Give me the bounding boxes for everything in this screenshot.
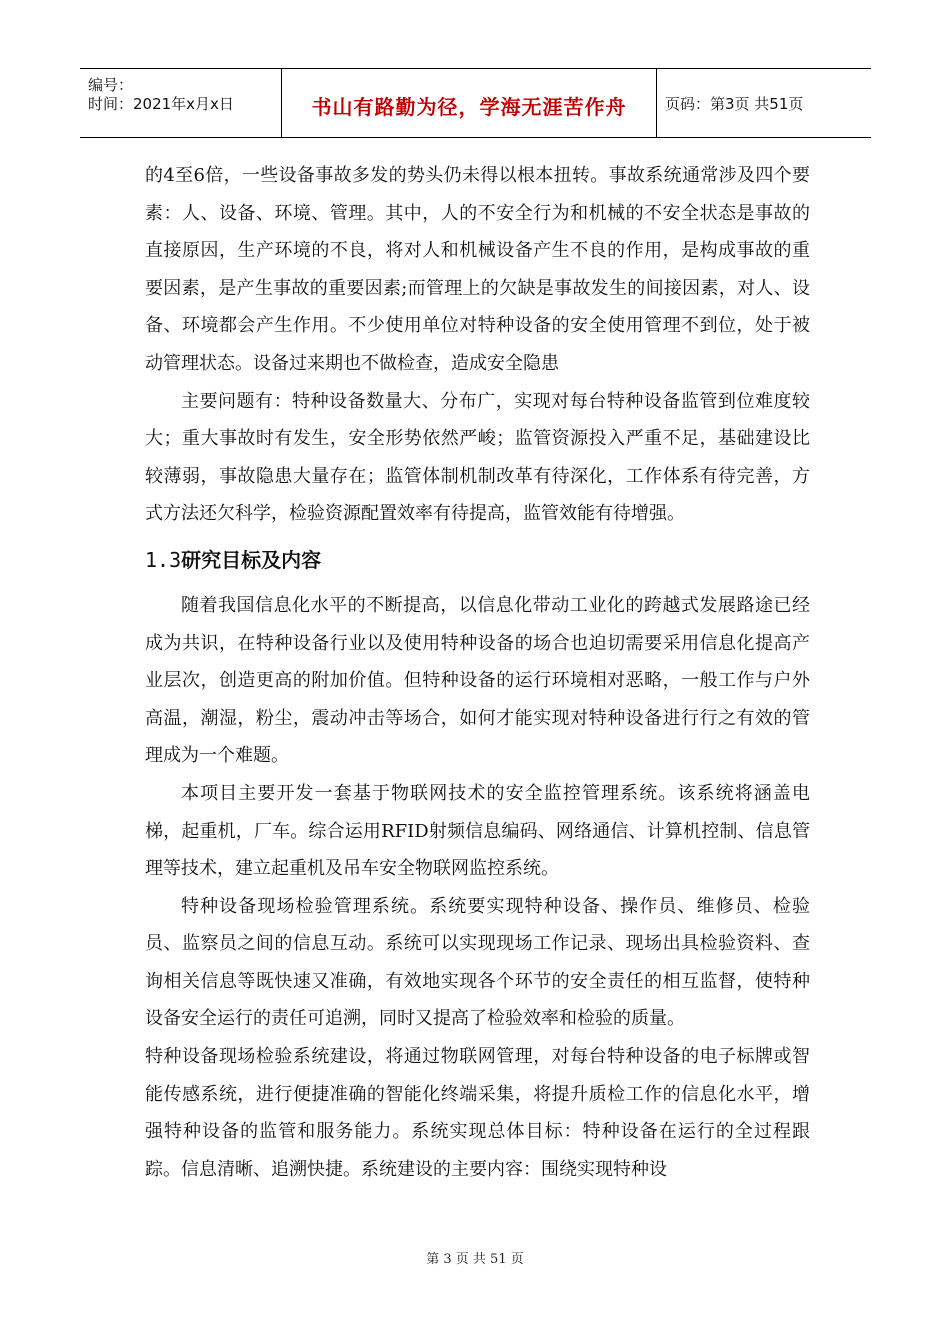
header-page-number: 页码：第3页 共51页 xyxy=(665,95,804,113)
paragraph-6: 特种设备现场检验系统建设，将通过物联网管理，对每台特种设备的电子标牌或智能传感系统，进行便捷准确的智能化终端采集，将提升质检工作的信息化水平，增强特种设备的监管和服务能力。系统实现总体目标：特种设备在运行的全过程跟踪。信息清晰、追溯快捷。系统建设的主要内容：围绕实现特种设 xyxy=(145,1046,810,1180)
document-number: 编号： xyxy=(88,76,134,94)
paragraph-3: 随着我国信息化水平的不断提高，以信息化带动工业化的跨越式发展路途已经成为共识，在特种设备行业以及使用特种设备的场合也迫切需要采用信息化提高产业层次，创造更高的附加价值。但特种设备的运行环境相对恶略，一般工作与户外高温，潮湿，粉尘，震动冲击等场合，如何才能实现对特种设备进行行之有效的管理成为一个难题。 xyxy=(145,594,810,767)
header-motto: 书山有路勤为径，学海无涯苦作舟 xyxy=(311,95,627,119)
page-footer: 第 3 页 共 51 页 xyxy=(426,1252,524,1267)
header-table xyxy=(80,68,871,138)
section-title: 研究目标及内容 xyxy=(181,547,322,572)
document-body xyxy=(145,157,810,1188)
paragraph-2: 主要问题有：特种设备数量大、分布广，实现对每台特种设备监管到位难度较大；重大事故时有发生，安全形势依然严峻；监管资源投入严重不足，基础建设比较薄弱，事故隐患大量存在；监管体制机制改革有待深化，工作体系有待完善，方式方法还欠科学，检验资源配置效率有待提高，监管效能有待增强。 xyxy=(145,390,810,525)
paragraph-4: 本项目主要开发一套基于物联网技术的安全监控管理系统。该系统将涵盖电梯，起重机，厂车。综合运用RFID射频信息编码、网络通信、计算机控制、信息管理等技术，建立起重机及吊车安全物联网监控系统。 xyxy=(145,782,810,880)
header-page-cell xyxy=(657,69,871,137)
header-info-cell xyxy=(80,69,282,137)
paragraph-5: 特种设备现场检验管理系统。系统要实现特种设备、操作员、维修员、检验员、监察员之间的信息互动。系统可以实现现场工作记录、现场出具检验资料、查询相关信息等既快速又准确，有效地实现各个环节的安全责任的相互监督，使特种设备安全运行的责任可追溯，同时又提高了检验效率和检验的质量。 xyxy=(145,895,810,1030)
section-heading xyxy=(145,533,810,587)
section-number: 1.3 xyxy=(145,547,182,572)
paragraph-1: 的4至6倍，一些设备事故多发的势头仍未得以根本扭转。事故系统通常涉及四个要素：人、设备、环境、管理。其中，人的不安全行为和机械的不安全状态是事故的直接原因，生产环境的不良，将对人和机械设备产生不良的作用，是构成事故的重要因素，是产生事故的重要因素;而管理上的欠缺是事故发生的间接因素，对人、设备、环境都会产生作用。不少使用单位对特种设备的安全使用管理不到位，处于被动管理状态。设备过来期也不做检查，造成安全隐患 xyxy=(145,165,810,374)
document-date: 时间：2021年x月x日 xyxy=(88,95,234,113)
header-motto-cell xyxy=(282,69,657,137)
